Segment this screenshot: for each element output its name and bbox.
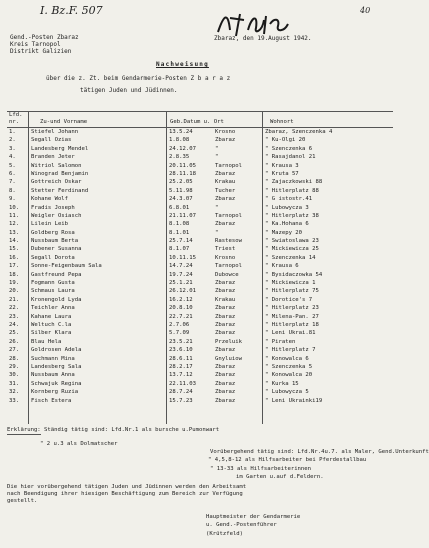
cell-date: 28.11.18 <box>169 170 196 177</box>
cell-nr: 7. <box>9 179 16 186</box>
cell-date: 15.7.23 <box>169 397 193 404</box>
cell-nr: 19. <box>9 280 20 287</box>
cell-date: 19.7.24 <box>169 271 193 278</box>
cell-woh: " Mickiewicza 1 <box>265 280 316 287</box>
cell-name: Goldberg Rosa <box>31 229 75 236</box>
cell-ort: Zbaraz <box>215 313 236 320</box>
cell-name: Segall Dorota <box>31 254 75 261</box>
cell-nr: 4. <box>9 154 16 161</box>
cell-name: Fogmann Gusta <box>31 280 75 287</box>
cell-date: 20.11.05 <box>169 162 196 169</box>
cell-ort: " <box>215 154 219 161</box>
cell-ort: Zbaraz <box>215 170 236 177</box>
cell-ort: Tarnopol <box>215 263 242 270</box>
cell-nr: 26. <box>9 338 20 345</box>
cell-woh: " Krausa 6 <box>265 263 299 270</box>
table-row <box>7 321 391 329</box>
cell-nr: 20. <box>9 288 20 295</box>
note-label-underline <box>7 434 41 435</box>
table-row <box>7 136 391 144</box>
cell-date: 5.7.09 <box>169 330 190 337</box>
header-line-3: Distrikt Galizien <box>10 48 72 55</box>
cell-nr: 8. <box>9 187 16 194</box>
cell-nr: 21. <box>9 296 20 303</box>
header-line-1: Gend.-Posten Zbaraz <box>10 34 79 41</box>
cell-ort: Tucher <box>215 187 236 194</box>
cell-nr: 17. <box>9 263 20 270</box>
cell-nr: 32. <box>9 389 20 396</box>
cell-ort: Zbaraz <box>215 347 236 354</box>
closing-line-1: Die hier vorübergehend tätigen Juden und Jüdinnen werden den Arbeitsamt <box>7 484 247 490</box>
table-row <box>7 170 391 178</box>
closing-line-3: gestellt. <box>7 498 38 504</box>
cell-ort: Gnyluiow <box>215 355 242 362</box>
cell-name: Weltuch C.la <box>31 321 72 328</box>
cell-nr: 30. <box>9 372 20 379</box>
cell-nr: 24. <box>9 321 20 328</box>
subtitle-line-2: tätigen Juden und Jüdinnen. <box>80 87 178 94</box>
col-header-residence: Wohnort <box>270 119 294 125</box>
cell-nr: 13. <box>9 229 20 236</box>
cell-name: Winograd Benjamin <box>31 170 89 177</box>
table-row <box>7 254 391 262</box>
cell-name: Fisch Estera <box>31 397 72 404</box>
cell-date: 24.12.07 <box>169 145 196 152</box>
cell-name: Teichler Anna <box>31 305 75 312</box>
cell-name: Schmaus Laura <box>31 288 75 295</box>
cell-nr: 1. <box>9 129 16 135</box>
table-row <box>7 371 391 379</box>
cell-ort: " <box>215 145 219 152</box>
subtitle-line-1: über die z. Zt. beim Gendarmerie-Posten Z b a r a z <box>46 75 231 82</box>
cell-woh: " Konowalca 6 <box>265 355 309 362</box>
col-header-birth: Geb.Datum u. Ort <box>170 119 224 125</box>
cell-ort: Triest <box>215 246 236 253</box>
table-row <box>7 212 391 220</box>
cell-name: Fradis Joseph <box>31 204 75 211</box>
cell-ort: Rastesow <box>215 238 242 245</box>
cell-name: Kahane Laura <box>31 313 72 320</box>
table-row <box>7 220 391 228</box>
cell-date: 2.8.35 <box>169 154 190 161</box>
persons-table-body <box>7 128 391 405</box>
cell-name: Kronengold Lyda <box>31 296 82 303</box>
cell-woh: " Hitlerplatz 18 <box>265 321 319 328</box>
cell-ort: Krakau <box>215 296 236 303</box>
cell-date: 13.5.24 <box>169 129 193 135</box>
cell-nr: 6. <box>9 170 16 177</box>
cell-name: Witriol Salomon <box>31 162 82 169</box>
cell-nr: 29. <box>9 363 20 370</box>
cell-woh: " Hitlerplatz 7 <box>265 347 316 354</box>
cell-name: Nussbaum Anna <box>31 372 75 379</box>
cell-woh: " Hitlerplatz 23 <box>265 305 319 312</box>
cell-ort: Zbaraz <box>215 137 236 144</box>
cell-ort: Zbaraz <box>215 221 236 228</box>
cell-woh: " Szenczenka 6 <box>265 145 313 152</box>
place-date: Zbaraz, den 19.August 1942. <box>214 35 312 42</box>
cell-nr: 9. <box>9 196 16 203</box>
cell-date: 26.12.01 <box>169 288 196 295</box>
col-header-name: Zu-und Vorname <box>40 119 88 125</box>
cell-name: Branden Jeter <box>31 154 75 161</box>
cell-name: Stiefel Johann <box>31 129 79 135</box>
cell-nr: 18. <box>9 271 20 278</box>
cell-nr: 27. <box>9 347 20 354</box>
cell-woh: " Mazepy 20 <box>265 229 303 236</box>
cell-date: 21.11.07 <box>169 212 196 219</box>
cell-ort: Krakau <box>215 179 236 186</box>
cell-nr: 31. <box>9 380 20 387</box>
cell-woh: " Leni Ukrainki19 <box>265 397 323 404</box>
cell-name: Gastfreund Pepa <box>31 271 82 278</box>
table-row <box>7 338 391 346</box>
table-row <box>7 145 391 153</box>
cell-name: Lilein Leib <box>31 221 69 228</box>
cell-date: 1.8.08 <box>169 137 190 144</box>
col-header-nr-line1: Lfd. <box>9 112 23 118</box>
cell-nr: 25. <box>9 330 20 337</box>
cell-name: Landesberg Mendel <box>31 145 89 152</box>
cell-ort: Tarnopol <box>215 162 242 169</box>
cell-date: 6.8.01 <box>169 204 190 211</box>
cell-woh: Zbaraz, Szenczenka 4 <box>265 129 333 135</box>
cell-date: 8.1.08 <box>169 221 190 228</box>
table-row <box>7 304 391 312</box>
cell-name: Sonne-Feigenbaum Sala <box>31 263 102 270</box>
note-line-2: " 2 u.3 als Dolmatscher <box>40 441 118 447</box>
cell-ort: " <box>215 204 219 211</box>
cell-nr: 28. <box>9 355 20 362</box>
note-line-1: Erklärung: Ständig tätig sind: Lfd.Nr.1 als bursche u.Pumonwart <box>7 427 220 433</box>
document-title: Nachweisung <box>156 61 209 68</box>
table-row <box>7 204 391 212</box>
cell-ort: Przeluik <box>215 338 242 345</box>
cell-ort: Krosno <box>215 254 236 261</box>
cell-woh: " Ka.Hohana 6 <box>265 221 309 228</box>
cell-date: 24.3.07 <box>169 196 193 203</box>
cell-nr: 3. <box>9 145 16 152</box>
cell-ort: Zbaraz <box>215 305 236 312</box>
cell-woh: " Szenczenka 5 <box>265 363 313 370</box>
cell-ort: Zbaraz <box>215 380 236 387</box>
cell-name: Weigler Osiasch <box>31 212 82 219</box>
cell-date: 28.2.17 <box>169 363 193 370</box>
cell-woh: " Lubowycza 3 <box>265 204 309 211</box>
note-line-5: " 13-33 als Hilfsarbeiterinnen <box>210 466 312 472</box>
cell-ort: Zbaraz <box>215 363 236 370</box>
cell-nr: 10. <box>9 204 20 211</box>
handwritten-signature <box>214 10 300 38</box>
note-line-6: im Garten u.auf d.Feldern. <box>236 474 324 480</box>
cell-woh: " Lubowycza 5 <box>265 389 309 396</box>
table-row <box>7 128 391 136</box>
table-top-rule <box>7 111 393 112</box>
cell-woh: " Milena-Pan. 27 <box>265 313 319 320</box>
cell-name: Schwajuk Regina <box>31 380 82 387</box>
signature-block-name: (Krützfeld) <box>206 531 244 537</box>
table-row <box>7 380 391 388</box>
cell-name: Gottreich Oskar <box>31 179 82 186</box>
cell-name: Nussbaum Berta <box>31 238 79 245</box>
cell-nr: 11. <box>9 212 20 219</box>
cell-ort: Zbaraz <box>215 321 236 328</box>
cell-woh: " G istostr.41 <box>265 196 313 203</box>
cell-ort: Zbaraz <box>215 397 236 404</box>
cell-name: Dubener Susanna <box>31 246 82 253</box>
table-row <box>7 346 391 354</box>
cell-date: 2.7.06 <box>169 321 190 328</box>
table-row <box>7 262 391 270</box>
cell-date: 23.6.10 <box>169 347 193 354</box>
cell-nr: 12. <box>9 221 20 228</box>
table-row <box>7 313 391 321</box>
cell-nr: 15. <box>9 246 20 253</box>
closing-line-2: nach Beendigung ihrer hiesigen Beschäftigung zum Bereich zur Verfügung <box>7 491 243 497</box>
cell-date: 22.7.21 <box>169 313 193 320</box>
cell-woh: " Kurka 15 <box>265 380 299 387</box>
cell-name: Kornberg Ruzia <box>31 389 79 396</box>
cell-date: 28.7.24 <box>169 389 193 396</box>
table-row <box>7 162 391 170</box>
cell-woh: " Hitlerplatz 38 <box>265 212 319 219</box>
cell-woh: " Krausa 3 <box>265 162 299 169</box>
cell-nr: 33. <box>9 397 20 404</box>
table-row <box>7 355 391 363</box>
cell-nr: 16. <box>9 254 20 261</box>
cell-nr: 22. <box>9 305 20 312</box>
cell-name: Segall Ozias <box>31 137 72 144</box>
cell-name: Kohane Wolf <box>31 196 69 203</box>
cell-woh: " Bysidaczowka 54 <box>265 271 323 278</box>
cell-date: 25.7.14 <box>169 238 193 245</box>
cell-woh: " Szenczenka 14 <box>265 254 316 261</box>
table-row <box>7 388 391 396</box>
cell-date: 5.11.98 <box>169 187 193 194</box>
cell-woh: " Ku-Olgi 20 <box>265 137 306 144</box>
cell-date: 28.6.11 <box>169 355 193 362</box>
cell-nr: 2. <box>9 137 16 144</box>
header-line-2: Kreis Tarnopol <box>10 41 61 48</box>
cell-date: 25.1.21 <box>169 280 193 287</box>
cell-woh: " Dorotice's 7 <box>265 296 313 303</box>
signature-block-line-2: u. Gend.-Postenführer <box>206 522 277 528</box>
cell-ort: " <box>215 229 219 236</box>
cell-name: Blau Hela <box>31 338 62 345</box>
table-row <box>7 187 391 195</box>
cell-woh: " Konowalca 20 <box>265 372 313 379</box>
cell-ort: Krosno <box>215 129 236 135</box>
cell-ort: Zbaraz <box>215 288 236 295</box>
cell-woh: " Hitlerplatz 75 <box>265 288 319 295</box>
cell-date: 25.2.05 <box>169 179 193 186</box>
cell-woh: " Mickiewicza 25 <box>265 246 319 253</box>
archive-reference: I. Bz.F. 507 <box>40 4 103 17</box>
table-row <box>7 153 391 161</box>
table-row <box>7 271 391 279</box>
table-row <box>7 296 391 304</box>
table-row <box>7 229 391 237</box>
cell-date: 23.5.21 <box>169 338 193 345</box>
cell-woh: " Leni Ukrai.81 <box>265 330 316 337</box>
table-row <box>7 195 391 203</box>
cell-ort: Tarnopol <box>215 212 242 219</box>
table-row <box>7 329 391 337</box>
cell-date: 10.11.15 <box>169 254 196 261</box>
cell-nr: 5. <box>9 162 16 169</box>
cell-woh: " Zajaczkowski 88 <box>265 179 323 186</box>
col-header-nr-line2: nr. <box>9 119 20 125</box>
cell-date: 14.7.24 <box>169 263 193 270</box>
cell-date: 8.1.07 <box>169 246 190 253</box>
cell-nr: 23. <box>9 313 20 320</box>
cell-date: 13.7.12 <box>169 372 193 379</box>
cell-woh: " Hitlerplatz 88 <box>265 187 319 194</box>
note-line-4: " 4,5,8-12 als Hilfsarbeiter bei Pferdestallbau <box>208 457 367 463</box>
cell-date: 20.8.10 <box>169 305 193 312</box>
cell-woh: " Swiatoslawa 23 <box>265 238 319 245</box>
cell-ort: Zbaraz <box>215 372 236 379</box>
cell-name: Silber Klara <box>31 330 72 337</box>
cell-ort: Zbaraz <box>215 389 236 396</box>
table-row <box>7 287 391 295</box>
table-row <box>7 245 391 253</box>
cell-ort: Zbaraz <box>215 196 236 203</box>
cell-date: 22.11.03 <box>169 380 196 387</box>
cell-date: 16.2.12 <box>169 296 193 303</box>
table-row <box>7 397 391 405</box>
cell-date: 8.1.01 <box>169 229 190 236</box>
cell-nr: 14. <box>9 238 20 245</box>
table-row <box>7 363 391 371</box>
table-row <box>7 178 391 186</box>
table-row <box>7 279 391 287</box>
cell-ort: Zbaraz <box>215 330 236 337</box>
cell-woh: " Kruta 57 <box>265 170 299 177</box>
cell-name: Landesberg Sala <box>31 363 82 370</box>
cell-woh: " Piraten <box>265 338 296 345</box>
note-line-3: Vorübergehend tätig sind: Lfd.Nr.4u.7. als Maler, Gend.Unterkunft <box>210 449 429 455</box>
table-row <box>7 237 391 245</box>
cell-ort: Zbaraz <box>215 280 236 287</box>
cell-woh: " Rasajdanol 21 <box>265 154 316 161</box>
cell-name: Stetter Ferdinand <box>31 187 89 194</box>
cell-ort: Dubowce <box>215 271 239 278</box>
cell-name: Goldrosen Adela <box>31 347 82 354</box>
cell-name: Suchmann Mina <box>31 355 75 362</box>
signature-block-line-1: Hauptmeister der Gendarmerie <box>206 514 301 520</box>
page-number: 40 <box>360 6 371 15</box>
